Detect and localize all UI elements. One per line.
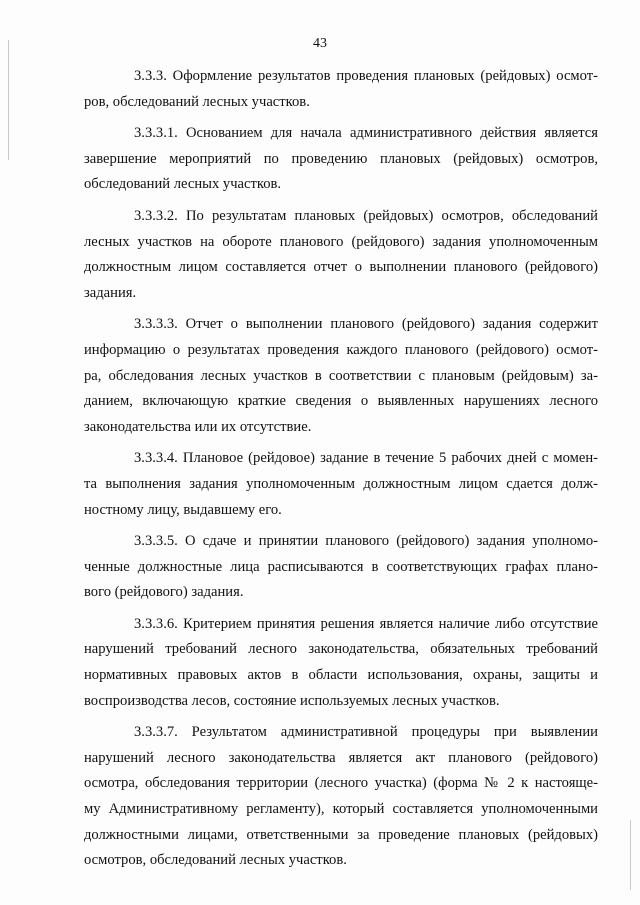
text-line: ностному лицу, выдавшему его. [84, 501, 282, 518]
text-line: обследований лесных участков. [84, 176, 282, 193]
text-line: данием, включающую краткие сведения о выявленных нарушениях лесного [84, 393, 598, 410]
paragraph-3-3-3-2 [84, 204, 598, 306]
paragraph-3-3-3 [84, 64, 598, 115]
text-line: информацию о результатах проведения каждого планового (рейдового) осмот- [84, 341, 598, 358]
text-line: завершение мероприятий по проведению плановых (рейдовых) осмотров, [84, 150, 598, 167]
text-line: 3.3.3.6. Критерием принятия решения является наличие либо отсутствие [134, 615, 598, 632]
text-line: му Административному регламенту), который составляется уполномоченными [84, 801, 598, 818]
text-line: законодательства или их отсутствие. [84, 418, 312, 435]
text-line: та выполнения задания уполномоченным должностным лицом сдается долж- [84, 475, 598, 492]
text-line: 3.3.3.5. О сдаче и принятии планового (рейдового) задания уполномо- [134, 533, 598, 550]
text-line: ров, обследований лесных участков. [84, 93, 310, 110]
text-line: 3.3.3.1. Основанием для начала административного действия является [134, 125, 598, 142]
scan-edge-mark-right [630, 820, 631, 890]
paragraph-3-3-3-7 [84, 720, 598, 874]
text-line: осмотра, обследования территории (лесного участка) (форма № 2 к настояще- [84, 775, 598, 792]
text-line: лесных участков на обороте планового (рейдового) задания уполномоченным [84, 233, 598, 250]
text-line: нормативных правовых актов в области использования, охраны, защиты и [84, 667, 598, 684]
paragraph-3-3-3-6 [84, 612, 598, 714]
text-line: нарушений лесного законодательства является акт планового (рейдового) [84, 749, 598, 766]
text-line: нарушений требований лесного законодательства, обязательных требований [84, 641, 598, 658]
text-line: ченные должностные лица расписываются в соответствующих графах плано- [84, 558, 598, 575]
text-line: осмотров, обследований лесных участков. [84, 852, 347, 869]
text-line: 3.3.3.4. Плановое (рейдовое) задание в течение 5 рабочих дней с момен- [134, 450, 598, 467]
document-body [84, 64, 598, 880]
text-line: вого (рейдового) задания. [84, 584, 244, 601]
paragraph-3-3-3-4 [84, 446, 598, 523]
text-line: должностным лицом составляется отчет о выполнении планового (рейдового) [84, 259, 598, 276]
text-line: должностными лицами, ответственными за проведение плановых (рейдовых) [84, 826, 598, 843]
text-line: воспроизводства лесов, состояние используемых лесных участков. [84, 692, 500, 709]
scan-edge-mark-left [8, 40, 9, 160]
text-line: 3.3.3.2. По результатам плановых (рейдовых) осмотров, обследований [134, 207, 598, 224]
text-line: 3.3.3.7. Результатом административной процедуры при выявлении [134, 724, 598, 741]
text-line: 3.3.3.3. Отчет о выполнении планового (рейдового) задания содержит [134, 316, 598, 333]
paragraph-3-3-3-1 [84, 121, 598, 198]
paragraph-3-3-3-3 [84, 312, 598, 440]
paragraph-3-3-3-5 [84, 529, 598, 606]
text-line: 3.3.3. Оформление результатов проведения плановых (рейдовых) осмот- [134, 68, 598, 84]
text-line: ра, обследования лесных участков в соответствии с плановым (рейдовым) за- [84, 367, 598, 384]
text-line: задания. [84, 284, 137, 301]
page-number: 43 [313, 36, 327, 51]
